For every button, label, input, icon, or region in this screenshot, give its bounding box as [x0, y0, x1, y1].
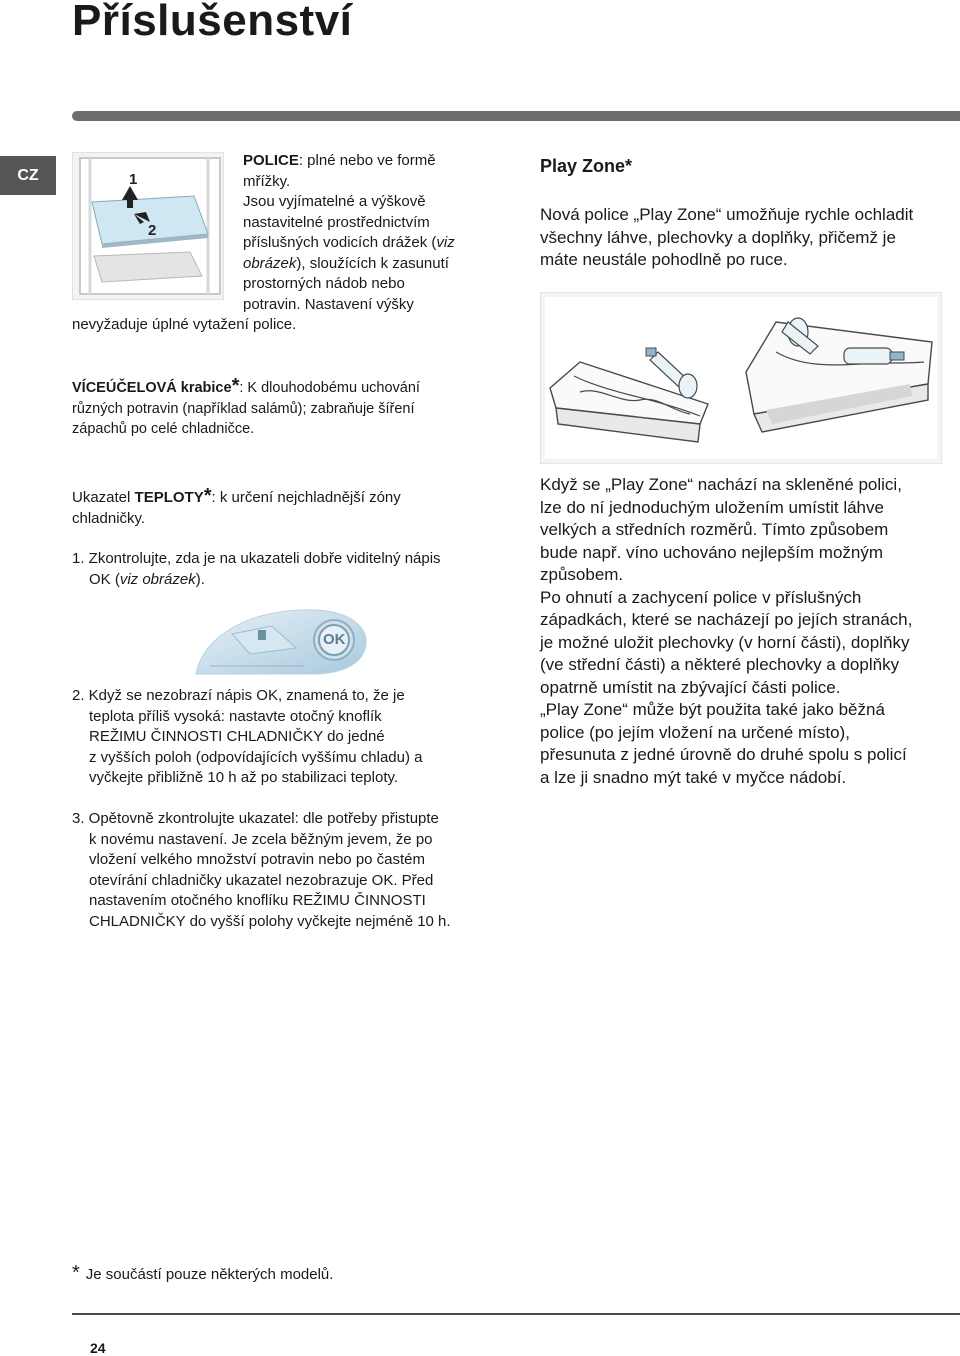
- play-zone-heading: Play Zone*: [540, 156, 633, 176]
- indicator-ok-label: OK: [323, 631, 346, 648]
- page-number: 24: [90, 1340, 106, 1356]
- footnote: [72, 1262, 333, 1285]
- footer-rule: [72, 1313, 960, 1315]
- footnote-star: *: [72, 1262, 80, 1284]
- police-heading: POLICE: [243, 152, 299, 169]
- temperature-indicator-text: Ukazatel TEPLOTY*: k určení nejchladnější zóny chladničky. 1. Zkontrolujte, zda je na ukazateli dobře viditelný nápis OK (viz obrázek).: [72, 485, 441, 588]
- illustration-label-2: 2: [148, 222, 157, 239]
- header-rule: [72, 111, 960, 121]
- page-title: Příslušenství: [72, 0, 353, 45]
- police-text-last: nevyžaduje úplné vytažení police.: [72, 316, 297, 333]
- play-zone-body: Když se „Play Zone“ nachází na skleněné polici, lze do ní jednoduchým uložením umístit láhve velkých a středních rozměrů. Tímto způsobem bude např. víno uchováno nejlepším možným způsobem. Po ohnutí a zachycení police v příslušných západkách, které se nacházejí po jejích stranách, je možné uložit plechovky (v horní části), doplňky (ve střední části) a některé plechovky a doplňky opatrně umístit na zbývající části police. „Play Zone“ může být použita také jako běžná police (po jejím vložení na určené místo), přesunuta z jedné úrovně do druhé spolu s policí a lze ji snadno mýt také v myčce nádobí.: [540, 475, 913, 787]
- shelf-illustration: [72, 152, 224, 300]
- play-zone-intro: Nová police „Play Zone“ umožňuje rychle ochladit všechny láhve, plechovky a doplňky, přičemž je máte neustále pohodlně po ruce.: [540, 205, 914, 269]
- step-2-text: 2. Když se nezobrazí nápis OK, znamená to, že je teplota příliš vysoká: nastavte otočný knoflík REŽIMU ČINNOSTI CHLADNIČKY do jedné z vyšších poloh (odpovídajících vyššímu chladu) a vyčkejte přibližně 10 h až po stabilizaci teploty.: [72, 687, 423, 786]
- multipurpose-box-text: VÍCEÚČELOVÁ krabice*: K dlouhodobému uchování různých potravin (například salámů); zabraňuje šíření zápachů po celé chladničce.: [72, 375, 420, 437]
- police-text: POLICE: plné nebo ve formě mřížky. Jsou vyjímatelné a výškově nastavitelné prostřednictvím příslušných vodicích drážek (viz obrázek), sloužících k zasunutí prostorných nádob nebo potravin. Nastavení výšky: [243, 152, 455, 313]
- footnote-text: Je součástí pouze některých modelů.: [85, 1266, 334, 1283]
- step-3-text: 3. Opětovně zkontrolujte ukazatel: dle potřeby přistupte k novému nastavení. Je zcela běžným jevem, že po vložení velkého množství potravin nebo po častém otevírání chladničky ukazatel nezobrazuje OK. Před nastavením otočného knoflíku REŽIMU ČINNOSTI CHLADNIČKY do vyšší polohy vyčkejte nejméně 10 h.: [72, 810, 451, 930]
- illustration-label-1: 1: [129, 171, 138, 188]
- temperature-indicator-illustration: [192, 604, 372, 680]
- multipurpose-box-heading: VÍCEÚČELOVÁ krabice: [72, 380, 232, 396]
- play-zone-illustration: [540, 292, 942, 464]
- language-tab: CZ: [0, 156, 56, 195]
